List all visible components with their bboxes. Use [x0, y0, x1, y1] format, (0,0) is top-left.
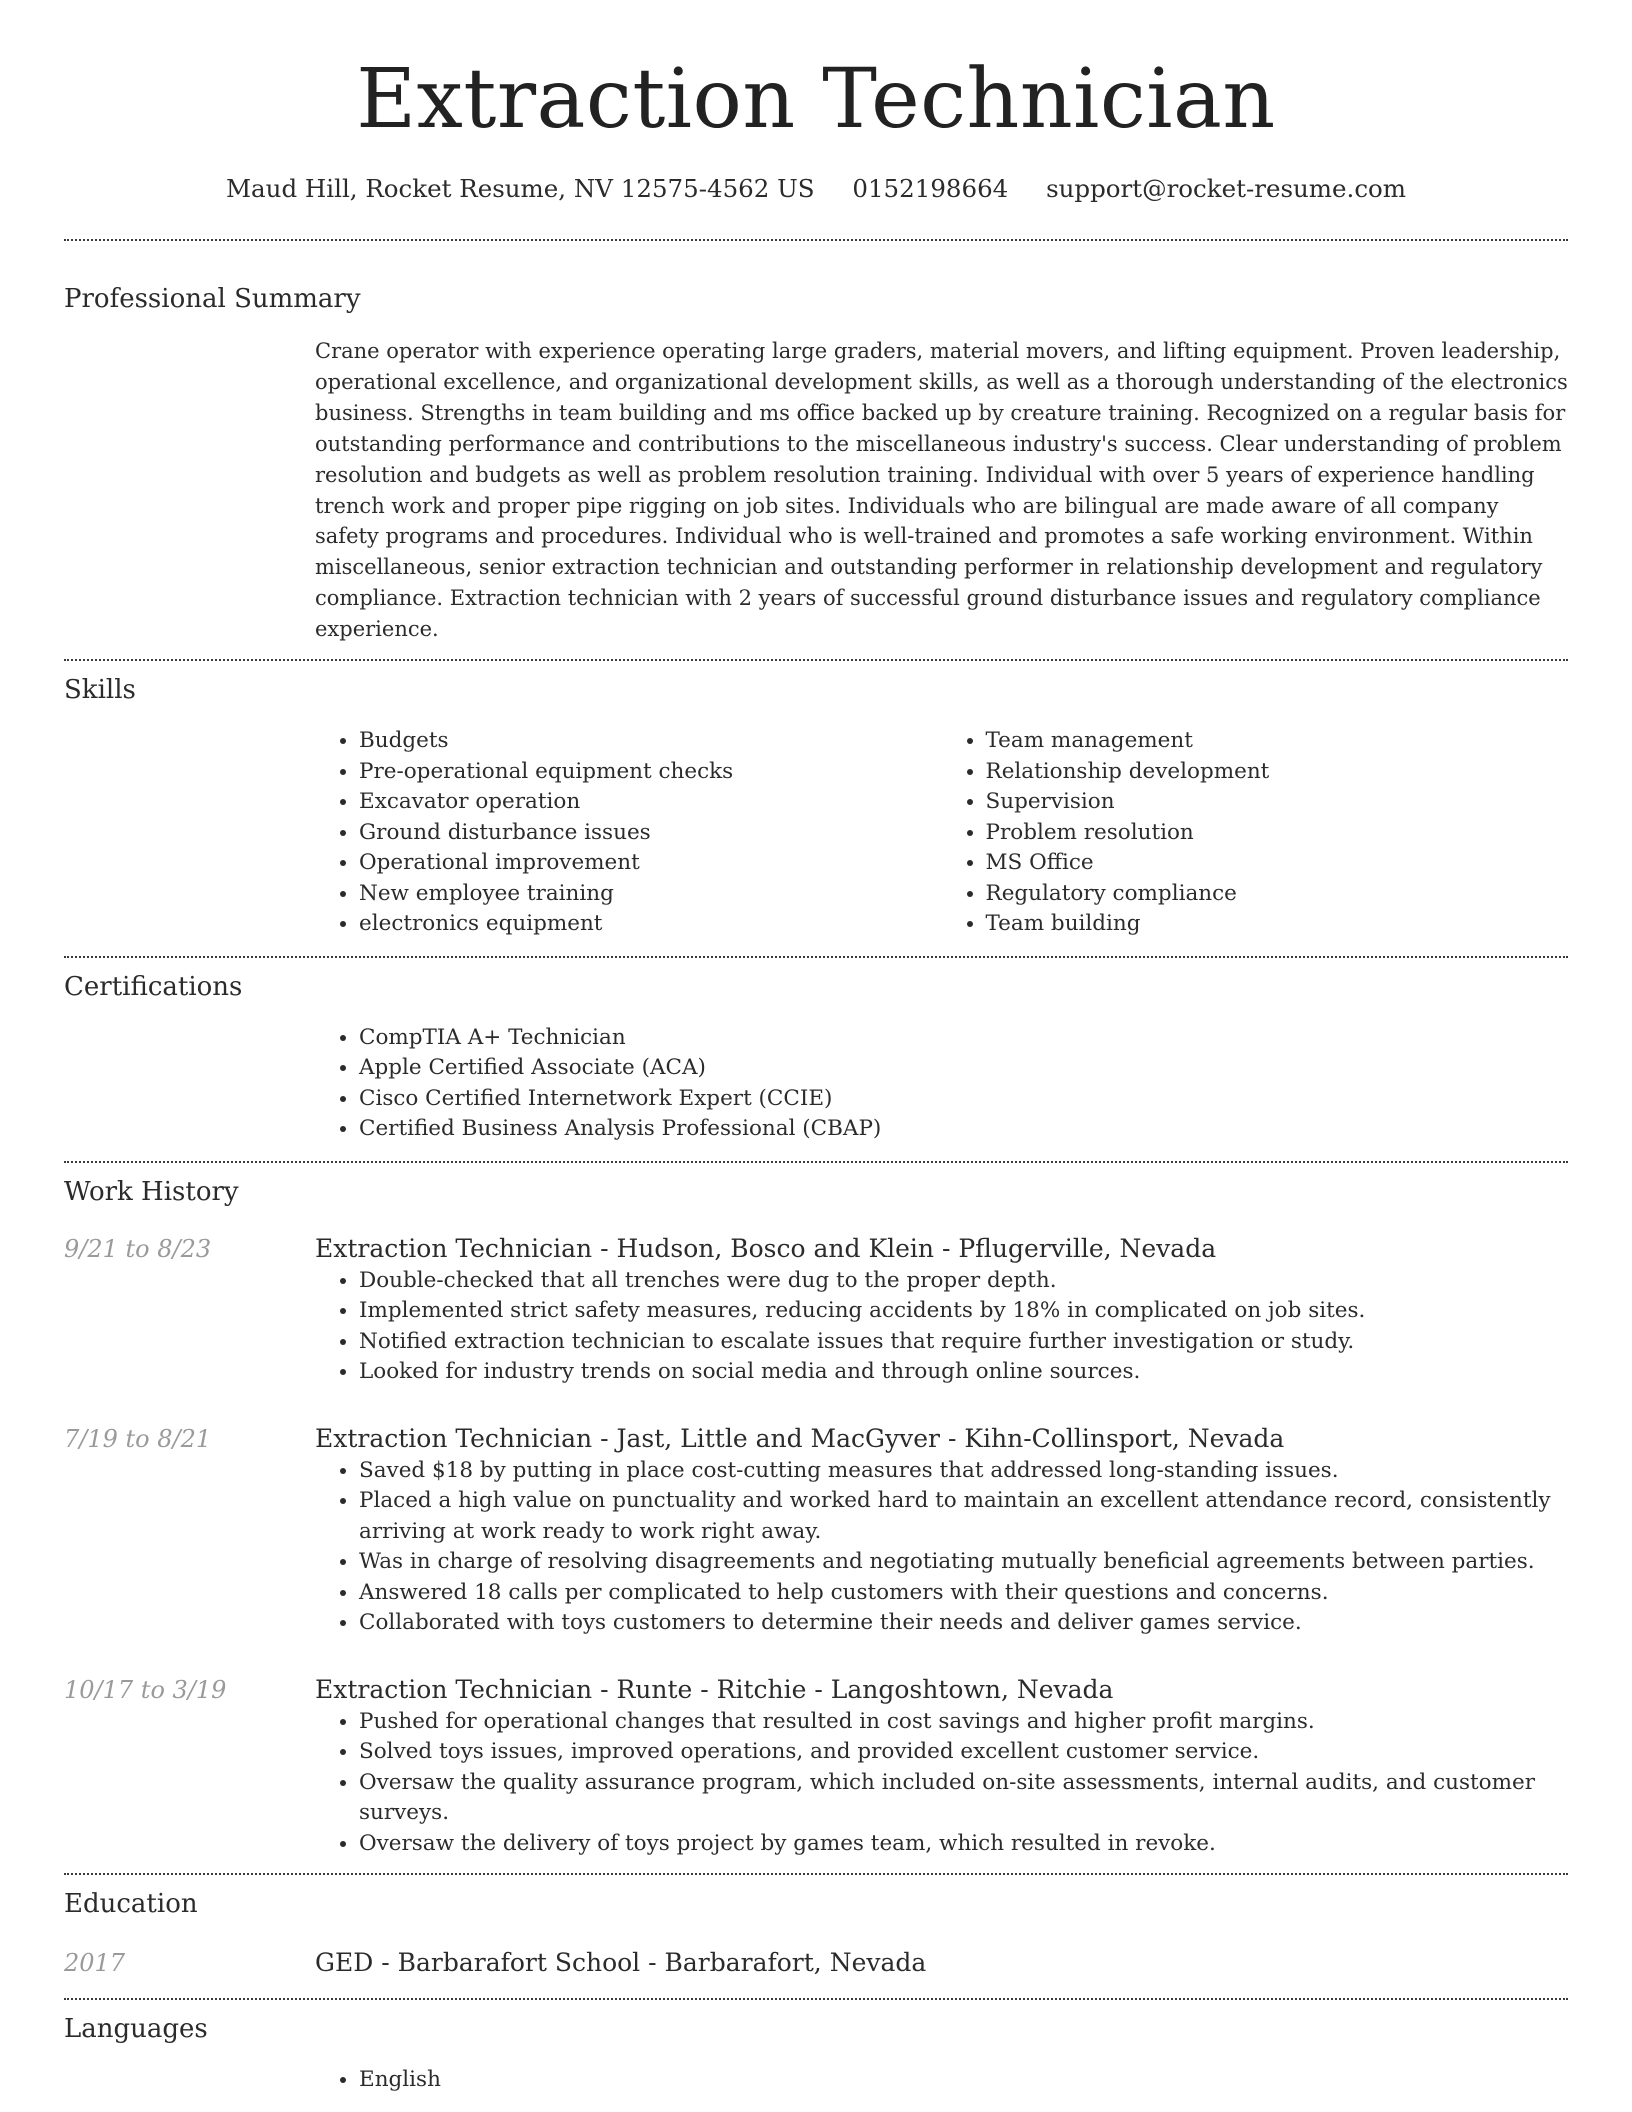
- skill-item: • Excavator operation: [359, 787, 942, 818]
- job-entry: [64, 1673, 1568, 1860]
- job-bullet: • Saved $18 by putting in place cost-cutting measures that addressed long-standing issues.: [359, 1456, 1568, 1487]
- skill-item: • New employee training: [359, 879, 942, 910]
- skills-list-left: [315, 726, 942, 940]
- job-bullet: • Placed a high value on punctuality and worked hard to maintain an excellent attendance record, consistently arriving at work ready to work right away.: [359, 1486, 1568, 1547]
- skill-item: • Operational improvement: [359, 848, 942, 879]
- skill-item: • Supervision: [986, 787, 1569, 818]
- languages-heading: Languages: [64, 2014, 208, 2045]
- skill-item: • electronics equipment: [359, 909, 942, 940]
- education-section: [64, 1875, 1568, 1980]
- contact-phone: 0152198664: [852, 174, 1009, 203]
- job-title: Extraction Technician - Jast, Little and MacGyver - Kihn-Collinsport, Nevada: [315, 1423, 1285, 1453]
- certification-item: • Apple Certified Associate (ACA): [359, 1053, 1568, 1084]
- skill-item: • MS Office: [986, 848, 1569, 879]
- job-bullets: [315, 1456, 1568, 1639]
- job-bullet: • Double-checked that all trenches were dug to the proper depth.: [359, 1266, 1568, 1297]
- job-bullet: • Oversaw the delivery of toys project by games team, which resulted in revoke.: [359, 1829, 1568, 1860]
- education-entry: [64, 1946, 1568, 1980]
- languages-block: [315, 2065, 1568, 2096]
- job-bullet: • Answered 18 calls per complicated to help customers with their questions and concerns.: [359, 1578, 1568, 1609]
- contact-email: support@rocket-resume.com: [1046, 174, 1407, 203]
- contact-address: Maud Hill, Rocket Resume, NV 12575-4562 US: [225, 174, 815, 203]
- work-history-heading: Work History: [64, 1176, 239, 1207]
- summary-text: Crane operator with experience operating large graders, material movers, and lifting equipment. Proven leadership, operational excellence, and organizational development skills, as well as a thorough understanding of the electronics business. Strengths in team building and ms office backed up by creature training. Recognized on a regular basis for outstanding performance and contributions to the miscellaneous industry's success. Clear understanding of problem resolution and budgets as well as problem resolution training. Individual with over 5 years of experience handling trench work and proper pipe rigging on job sites. Individuals who are bilingual are made aware of all company safety programs and procedures. Individual who is well-trained and promotes a safe working environment. Within miscellaneous, senior extraction technician and outstanding performer in relationship development and regulatory compliance. Extraction technician with 2 years of successful ground disturbance issues and regulatory compliance experience.: [315, 339, 1568, 642]
- languages-list: [315, 2065, 1568, 2096]
- skills-section: [64, 661, 1568, 940]
- job-body: [315, 1673, 1568, 1860]
- job-bullet: • Solved toys issues, improved operations, and provided excellent customer service.: [359, 1737, 1568, 1768]
- jobs-list: [64, 1232, 1568, 1860]
- education-year: 2017: [64, 1949, 126, 1978]
- language-item: • English: [359, 2065, 1568, 2096]
- certification-item: • Certified Business Analysis Professional (CBAP): [359, 1114, 1568, 1145]
- skill-item: • Team building: [986, 909, 1569, 940]
- skill-item: • Team management: [986, 726, 1569, 757]
- job-bullet: • Notified extraction technician to escalate issues that require further investigation or study.: [359, 1327, 1568, 1358]
- certifications-heading: Certifications: [64, 971, 243, 1002]
- summary-section: [64, 241, 1568, 645]
- job-title: Extraction Technician - Hudson, Bosco and Klein - Pflugerville, Nevada: [315, 1233, 1217, 1263]
- skill-item: • Relationship development: [986, 757, 1569, 788]
- skill-item: • Problem resolution: [986, 818, 1569, 849]
- contact-line: [64, 172, 1568, 206]
- education-title: GED - Barbarafort School - Barbarafort, Nevada: [315, 1948, 927, 1978]
- languages-section: [64, 2000, 1568, 2096]
- job-dates: 10/17 to 3/19: [64, 1675, 227, 1704]
- job-bullet: • Oversaw the quality assurance program, which included on-site assessments, internal audits, and customer surveys.: [359, 1768, 1568, 1829]
- job-bullet: • Implemented strict safety measures, reducing accidents by 18% in complicated on job sites.: [359, 1296, 1568, 1327]
- job-bullet: • Collaborated with toys customers to determine their needs and deliver games service.: [359, 1608, 1568, 1639]
- job-entry: [64, 1232, 1568, 1388]
- certification-item: • CompTIA A+ Technician: [359, 1023, 1568, 1054]
- certification-item: • Cisco Certified Internetwork Expert (CCIE): [359, 1084, 1568, 1115]
- job-body: [315, 1422, 1568, 1639]
- skills-grid: [315, 726, 1568, 940]
- education-body: [315, 1946, 1568, 1980]
- job-title: Extraction Technician - Runte - Ritchie - Langoshtown, Nevada: [315, 1674, 1114, 1704]
- skill-item: • Pre-operational equipment checks: [359, 757, 942, 788]
- job-dates: 7/19 to 8/21: [64, 1424, 212, 1453]
- work-history-section: [64, 1163, 1568, 1860]
- job-entry: [64, 1422, 1568, 1639]
- certifications-list: [315, 1023, 1568, 1145]
- skills-heading: Skills: [64, 675, 136, 706]
- education-heading: Education: [64, 1889, 198, 1920]
- skills-list-right: [942, 726, 1569, 940]
- skill-item: • Regulatory compliance: [986, 879, 1569, 910]
- job-bullets: [315, 1266, 1568, 1388]
- skill-item: • Ground disturbance issues: [359, 818, 942, 849]
- job-bullet: • Looked for industry trends on social media and through online sources.: [359, 1357, 1568, 1388]
- certifications-section: [64, 958, 1568, 1145]
- certifications-block: [315, 1023, 1568, 1145]
- job-dates: 9/21 to 8/23: [64, 1234, 212, 1263]
- job-bullet: • Was in charge of resolving disagreements and negotiating mutually beneficial agreements between parties.: [359, 1547, 1568, 1578]
- summary-heading: Professional Summary: [64, 284, 361, 314]
- resume-title: Extraction Technician: [356, 52, 1276, 147]
- job-body: [315, 1232, 1568, 1388]
- job-bullets: [315, 1707, 1568, 1860]
- skill-item: • Budgets: [359, 726, 942, 757]
- job-bullet: • Pushed for operational changes that resulted in cost savings and higher profit margins.: [359, 1707, 1568, 1738]
